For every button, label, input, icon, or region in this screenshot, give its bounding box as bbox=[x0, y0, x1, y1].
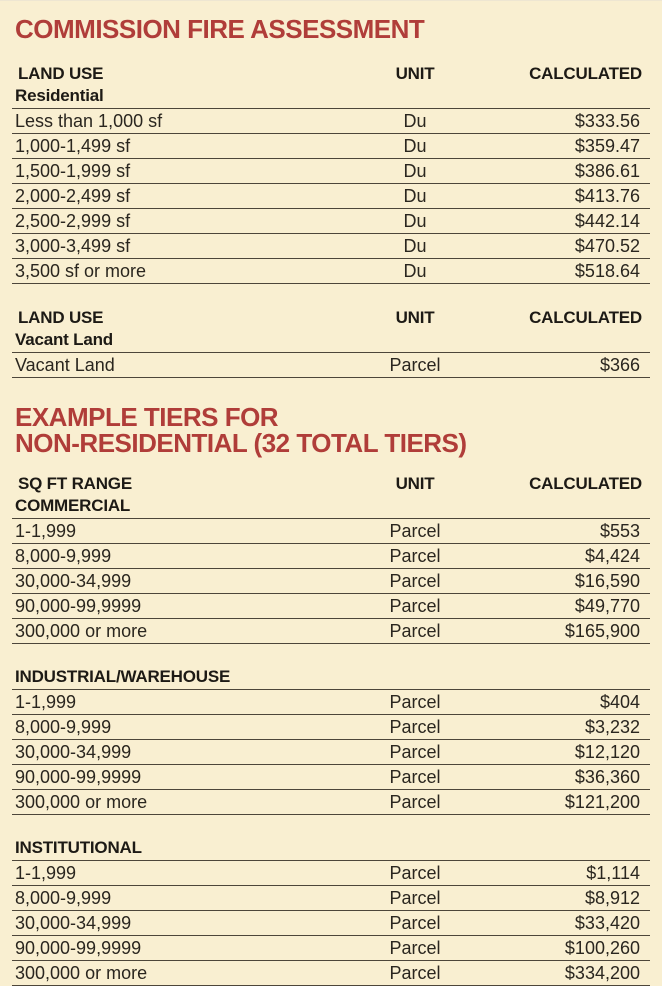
table-body-residential bbox=[12, 108, 650, 284]
table-body-industrial-warehouse bbox=[12, 689, 650, 815]
table-vacant-land bbox=[12, 306, 650, 378]
table-row bbox=[12, 569, 650, 594]
cell-unit: Parcel bbox=[389, 888, 441, 908]
cell-calculated: $12,120 bbox=[574, 742, 640, 762]
table-residential bbox=[12, 62, 650, 284]
cell-range: 90,000-99,9999 bbox=[15, 938, 142, 958]
cell-unit: Du bbox=[403, 161, 427, 181]
column-header-calculated: CALCULATED bbox=[529, 308, 642, 327]
table-row bbox=[12, 715, 650, 740]
table-row bbox=[12, 519, 650, 544]
table-row bbox=[12, 544, 650, 569]
cell-range: Less than 1,000 sf bbox=[15, 111, 163, 131]
cell-unit: Parcel bbox=[389, 546, 441, 566]
cell-range: 300,000 or more bbox=[15, 621, 148, 641]
column-header-land-use: LAND USE bbox=[18, 308, 104, 327]
table-body-vacant-land bbox=[12, 352, 650, 378]
cell-range: 30,000-34,999 bbox=[15, 913, 132, 933]
table-row bbox=[12, 159, 650, 184]
column-header-sqft-range: SQ FT RANGE bbox=[18, 474, 132, 493]
table-row bbox=[12, 209, 650, 234]
section-title-commission-fire-assessment: COMMISSION FIRE ASSESSMENT bbox=[15, 14, 425, 44]
cell-calculated: $16,590 bbox=[574, 571, 640, 591]
cell-calculated: $49,770 bbox=[574, 596, 640, 616]
group-label-institutional: INSTITUTIONAL bbox=[15, 838, 142, 857]
cell-range: 8,000-9,999 bbox=[15, 717, 112, 737]
cell-calculated: $4,424 bbox=[584, 546, 640, 566]
column-header-row bbox=[12, 62, 650, 85]
column-header-calculated: CALCULATED bbox=[529, 474, 642, 493]
group-label-commercial: COMMERCIAL bbox=[15, 496, 131, 515]
table-row bbox=[12, 790, 650, 815]
column-header-row bbox=[12, 306, 650, 329]
cell-unit: Parcel bbox=[389, 692, 441, 712]
cell-range: 1-1,999 bbox=[15, 692, 77, 712]
cell-unit: Parcel bbox=[389, 521, 441, 541]
cell-calculated: $36,360 bbox=[574, 767, 640, 787]
table-row bbox=[12, 134, 650, 159]
group-label-residential: Residential bbox=[15, 86, 104, 105]
cell-unit: Parcel bbox=[389, 717, 441, 737]
table-row bbox=[12, 109, 650, 134]
table-body-commercial bbox=[12, 518, 650, 644]
table-row bbox=[12, 961, 650, 986]
table-row bbox=[12, 740, 650, 765]
table-row bbox=[12, 765, 650, 790]
cell-range: 300,000 or more bbox=[15, 792, 148, 812]
cell-unit: Du bbox=[403, 236, 427, 256]
section-title-example-tiers bbox=[12, 404, 650, 456]
cell-range: 1,500-1,999 sf bbox=[15, 161, 131, 181]
cell-unit: Parcel bbox=[389, 742, 441, 762]
table-row bbox=[12, 353, 650, 378]
cell-unit: Parcel bbox=[389, 792, 441, 812]
cell-range: 90,000-99,9999 bbox=[15, 596, 142, 616]
column-header-row bbox=[12, 472, 650, 495]
cell-calculated: $8,912 bbox=[584, 888, 640, 908]
cell-unit: Parcel bbox=[389, 938, 441, 958]
column-header-unit: UNIT bbox=[395, 474, 435, 493]
table-row bbox=[12, 936, 650, 961]
cell-calculated: $334,200 bbox=[564, 963, 640, 983]
cell-unit: Parcel bbox=[389, 963, 441, 983]
column-header-unit: UNIT bbox=[395, 64, 435, 83]
cell-unit: Parcel bbox=[389, 863, 441, 883]
cell-range: 90,000-99,9999 bbox=[15, 767, 142, 787]
column-header-land-use: LAND USE bbox=[18, 64, 104, 83]
table-row bbox=[12, 690, 650, 715]
cell-range: 1-1,999 bbox=[15, 521, 77, 541]
group-label-industrial-warehouse: INDUSTRIAL/WAREHOUSE bbox=[15, 667, 231, 686]
cell-calculated: $404 bbox=[599, 692, 640, 712]
cell-calculated: $33,420 bbox=[574, 913, 640, 933]
table-commercial bbox=[12, 472, 650, 644]
cell-range: 1,000-1,499 sf bbox=[15, 136, 131, 156]
cell-calculated: $413.76 bbox=[574, 186, 640, 206]
table-row bbox=[12, 861, 650, 886]
table-row bbox=[12, 911, 650, 936]
table-row bbox=[12, 619, 650, 644]
cell-range: 3,500 sf or more bbox=[15, 261, 147, 281]
cell-unit: Parcel bbox=[389, 913, 441, 933]
cell-calculated: $121,200 bbox=[564, 792, 640, 812]
cell-unit: Parcel bbox=[389, 596, 441, 616]
cell-calculated: $470.52 bbox=[574, 236, 640, 256]
cell-calculated: $442.14 bbox=[574, 211, 640, 231]
table-row bbox=[12, 259, 650, 284]
cell-range: 30,000-34,999 bbox=[15, 571, 132, 591]
cell-unit: Du bbox=[403, 261, 427, 281]
cell-unit: Du bbox=[403, 186, 427, 206]
cell-range: 3,000-3,499 sf bbox=[15, 236, 131, 256]
column-header-calculated: CALCULATED bbox=[529, 64, 642, 83]
cell-calculated: $100,260 bbox=[564, 938, 640, 958]
cell-calculated: $553 bbox=[599, 521, 640, 541]
cell-range: 2,000-2,499 sf bbox=[15, 186, 131, 206]
table-row bbox=[12, 234, 650, 259]
cell-range: 1-1,999 bbox=[15, 863, 77, 883]
cell-range: 8,000-9,999 bbox=[15, 888, 112, 908]
cell-calculated: $359.47 bbox=[574, 136, 640, 156]
table-row bbox=[12, 594, 650, 619]
cell-range: 2,500-2,999 sf bbox=[15, 211, 131, 231]
cell-unit: Parcel bbox=[389, 767, 441, 787]
cell-unit: Parcel bbox=[389, 571, 441, 591]
cell-unit: Du bbox=[403, 211, 427, 231]
cell-unit: Du bbox=[403, 136, 427, 156]
cell-unit: Du bbox=[403, 111, 427, 131]
table-institutional bbox=[12, 837, 650, 986]
group-label-vacant-land: Vacant Land bbox=[15, 330, 113, 349]
section-title-line-2: NON-RESIDENTIAL (32 TOTAL TIERS) bbox=[15, 428, 467, 458]
cell-calculated: $386.61 bbox=[574, 161, 640, 181]
column-header-unit: UNIT bbox=[395, 308, 435, 327]
cell-calculated: $1,114 bbox=[586, 863, 640, 883]
cell-calculated: $366 bbox=[599, 355, 640, 375]
cell-calculated: $333.56 bbox=[574, 111, 640, 131]
cell-calculated: $165,900 bbox=[564, 621, 640, 641]
cell-range: 300,000 or more bbox=[15, 963, 148, 983]
table-row bbox=[12, 886, 650, 911]
cell-range: 30,000-34,999 bbox=[15, 742, 132, 762]
table-body-institutional bbox=[12, 860, 650, 986]
cell-unit: Parcel bbox=[389, 355, 441, 375]
table-industrial-warehouse bbox=[12, 666, 650, 815]
cell-range: 8,000-9,999 bbox=[15, 546, 112, 566]
cell-range: Vacant Land bbox=[15, 355, 115, 375]
cell-calculated: $518.64 bbox=[574, 261, 640, 281]
cell-calculated: $3,232 bbox=[584, 717, 640, 737]
table-row bbox=[12, 184, 650, 209]
cell-unit: Parcel bbox=[389, 621, 441, 641]
section-title-line-1: EXAMPLE TIERS FOR bbox=[15, 402, 279, 432]
